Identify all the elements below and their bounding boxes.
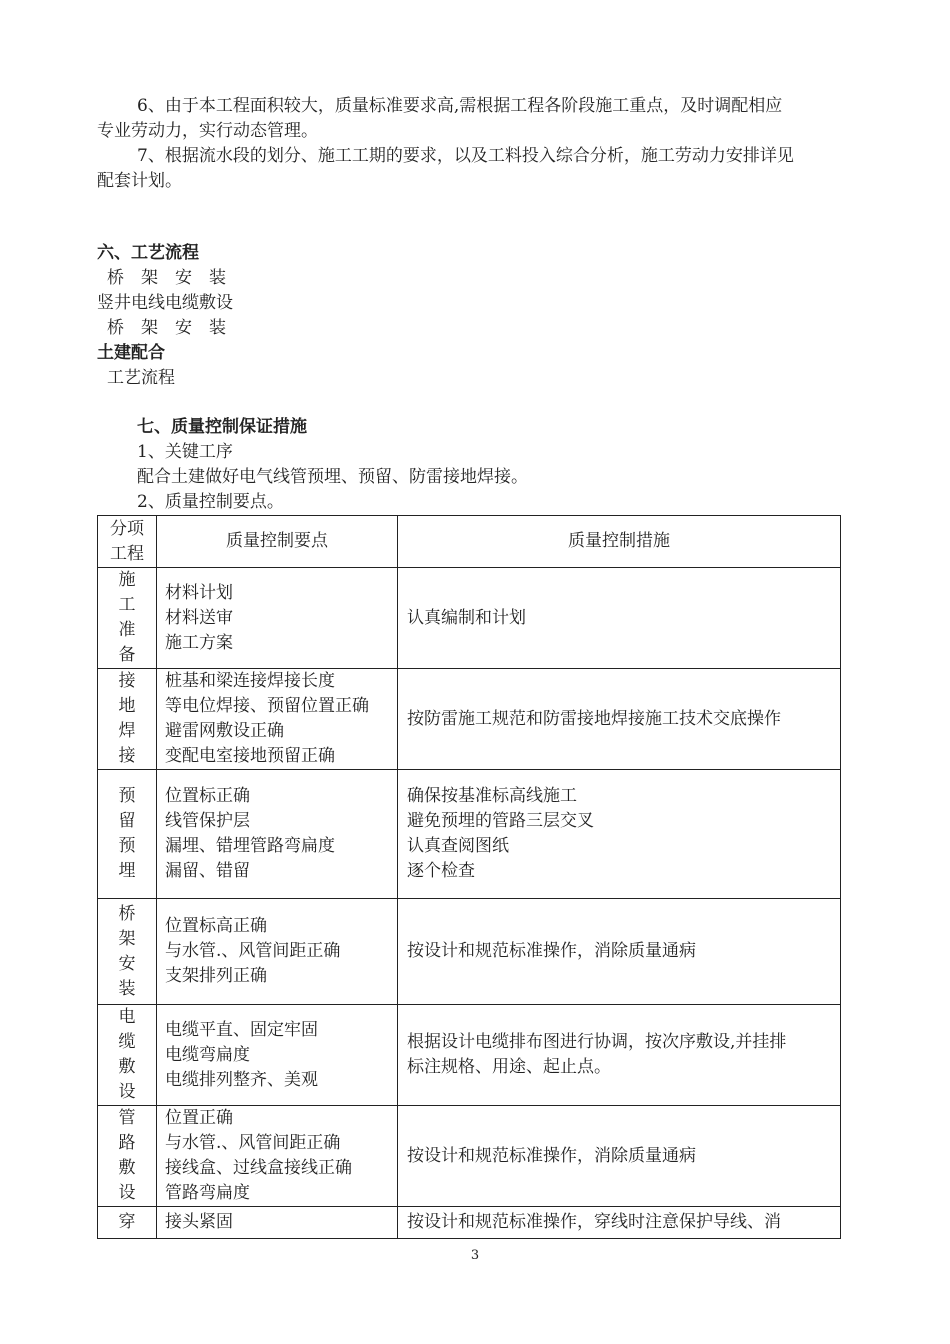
table-row (98, 899, 841, 1005)
flow-caption: 工艺流程 (107, 368, 175, 388)
category-text: 桥架安装 (118, 903, 136, 999)
row-category (98, 1106, 157, 1207)
measure-item: 按防雷施工规范和防雷接地焊接施工技术交底操作 (407, 708, 781, 729)
header-subproject-line1: 分项工程 (110, 518, 144, 564)
category-text: 接地焊接 (118, 671, 136, 766)
point-item: 施工方案 (165, 632, 233, 653)
row-points (157, 568, 398, 669)
row-measures (398, 899, 841, 1005)
point-item: 避雷网敷设正确 (165, 721, 284, 741)
category-text: 预留预埋 (118, 786, 136, 881)
point-item: 漏留、错留 (165, 861, 250, 881)
point-item: 电缆弯扁度 (165, 1044, 250, 1065)
flow-civil-coordination: 土建配合 (97, 343, 165, 363)
flow-step-bridge-install-2: 桥架安装 (107, 318, 243, 338)
point-item: 变配电室接地预留正确 (165, 746, 335, 766)
point-item: 等电位焊接、预留位置正确 (165, 696, 369, 716)
paragraph-7-line1: 7、根据流水段的划分、施工工期的要求，以及工料投入综合分析，施工劳动力安排详见 (137, 146, 794, 166)
point-item: 支架排列正确 (165, 966, 267, 986)
measure-item: 确保按基准标高线施工 (407, 786, 577, 806)
row-category (98, 770, 157, 899)
page-number: 3 (470, 1248, 480, 1263)
section7-item1: 1、关键工序 (137, 442, 233, 462)
measure-item: 避免预埋的管路三层交叉 (407, 811, 594, 831)
category-text: 电缆敷设 (118, 1007, 136, 1102)
row-points (157, 899, 398, 1005)
header-subproject (98, 516, 157, 568)
header-control-points: 质量控制要点 (157, 516, 398, 568)
point-item: 材料计划 (165, 582, 233, 603)
measure-item: 按设计和规范标准操作，消除质量通病 (407, 1145, 696, 1166)
measure-item: 根据设计电缆排布图进行协调，按次序敷设,并挂排 (407, 1032, 787, 1052)
point-item: 接头紧固 (165, 1212, 233, 1232)
category-text: 穿 (118, 1212, 136, 1232)
row-measures (398, 1207, 841, 1239)
table-row (98, 770, 841, 899)
category-text: 施工准备 (118, 570, 136, 665)
point-item: 位置正确 (165, 1108, 233, 1128)
section7-item2: 2、质量控制要点。 (137, 492, 284, 512)
point-item: 与水管.、风管间距正确 (165, 1133, 341, 1153)
table-row (98, 568, 841, 669)
point-item: 位置标高正确 (165, 916, 267, 936)
row-points (157, 669, 398, 770)
flow-step-shaft-cable: 竖井电线电缆敷设 (97, 293, 233, 313)
row-category (98, 568, 157, 669)
point-item: 管路弯扁度 (165, 1183, 250, 1203)
row-points (157, 770, 398, 899)
table-row (98, 1005, 841, 1106)
paragraph-7-line2: 配套计划。 (97, 171, 182, 191)
table-row (98, 1106, 841, 1207)
row-category (98, 1005, 157, 1106)
table-row (98, 1207, 841, 1239)
point-item: 线管保护层 (165, 811, 250, 831)
point-item: 接线盒、过线盒接线正确 (165, 1158, 352, 1178)
section6-title: 六、工艺流程 (97, 243, 199, 263)
row-measures (398, 770, 841, 899)
quality-control-table (97, 515, 841, 1239)
row-category (98, 669, 157, 770)
table-header-row (98, 516, 841, 568)
row-points (157, 1005, 398, 1106)
measure-item: 认真编制和计划 (407, 607, 526, 628)
row-measures (398, 1005, 841, 1106)
paragraph-6-line2: 专业劳动力，实行动态管理。 (97, 121, 318, 141)
row-measures (398, 1106, 841, 1207)
measure-item: 认真查阅图纸 (407, 836, 509, 856)
point-item: 电缆平直、固定牢固 (165, 1019, 318, 1040)
row-category (98, 1207, 157, 1239)
measure-item: 标注规格、用途、起止点。 (407, 1057, 611, 1077)
measure-item: 逐个检查 (407, 861, 475, 881)
row-measures (398, 568, 841, 669)
section7-title: 七、质量控制保证措施 (137, 417, 307, 437)
header-control-measures: 质量控制措施 (398, 516, 841, 568)
point-item: 与水管.、风管间距正确 (165, 941, 341, 961)
point-item: 位置标正确 (165, 786, 250, 806)
point-item: 漏埋、错埋管路弯扁度 (165, 836, 335, 856)
flow-step-bridge-install: 桥架安装 (107, 268, 243, 288)
point-item: 电缆排列整齐、美观 (165, 1069, 318, 1090)
paragraph-6-line1: 6、由于本工程面积较大，质量标准要求高,需根据工程各阶段施工重点，及时调配相应 (137, 96, 783, 116)
section7-item1-text: 配合土建做好电气线管预埋、预留、防雷接地焊接。 (137, 467, 528, 487)
row-points (157, 1106, 398, 1207)
row-points (157, 1207, 398, 1239)
measure-item: 按设计和规范标准操作，消除质量通病 (407, 941, 696, 961)
row-measures (398, 669, 841, 770)
table-row (98, 669, 841, 770)
measure-item: 按设计和规范标准操作，穿线时注意保护导线、消 (407, 1212, 781, 1232)
point-item: 材料送审 (165, 607, 233, 628)
point-item: 桩基和梁连接焊接长度 (165, 671, 335, 691)
row-category (98, 899, 157, 1005)
category-text: 管路敷设 (118, 1108, 136, 1203)
